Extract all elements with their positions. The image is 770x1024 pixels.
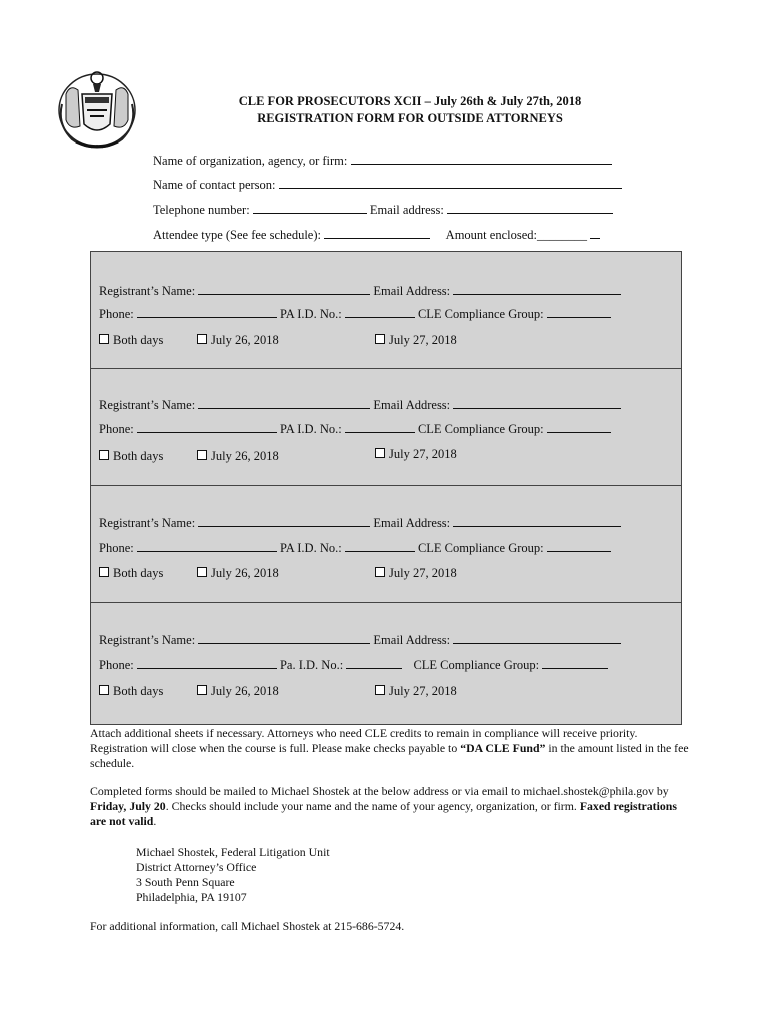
registrant-box <box>91 369 681 486</box>
checkbox[interactable] <box>99 450 109 460</box>
option-july-27[interactable]: July 27, 2018 <box>375 566 457 581</box>
checkbox[interactable] <box>375 334 385 344</box>
option-july-27[interactable]: July 27, 2018 <box>375 447 457 462</box>
registrant-name-row[interactable]: Registrant’s Name: Email Address: <box>99 631 621 648</box>
telephone-email-fields[interactable]: Telephone number: Email address: <box>153 201 613 218</box>
registrant-phone-row[interactable]: Phone: PA I.D. No.: CLE Compliance Group: <box>99 539 611 556</box>
option-both-days[interactable]: Both days <box>99 449 163 464</box>
checkbox[interactable] <box>375 567 385 577</box>
attendee-amount-fields[interactable]: Attendee type (See fee schedule): Amount enclosed:________ <box>153 226 600 243</box>
registrant-box <box>91 252 681 369</box>
registrant-box <box>91 486 681 603</box>
checkbox[interactable] <box>99 334 109 344</box>
form-title: CLE FOR PROSECUTORS XCII – July 26th & July 27th, 2018 <box>238 94 582 108</box>
checkbox[interactable] <box>197 567 207 577</box>
contact-footer: For additional information, call Michael Shostek at 215-686-5724. <box>90 919 405 933</box>
registrant-box <box>91 603 681 723</box>
form-subtitle: REGISTRATION FORM FOR OUTSIDE ATTORNEYS <box>257 111 563 125</box>
option-both-days[interactable]: Both days <box>99 566 163 581</box>
option-july-26[interactable]: July 26, 2018 <box>197 333 279 348</box>
checkbox[interactable] <box>375 685 385 695</box>
registrant-name-row[interactable]: Registrant’s Name: Email Address: <box>99 282 621 299</box>
checkbox[interactable] <box>99 567 109 577</box>
option-july-26[interactable]: July 26, 2018 <box>197 566 279 581</box>
checkbox[interactable] <box>197 334 207 344</box>
registrant-name-row[interactable]: Registrant’s Name: Email Address: <box>99 396 621 413</box>
registrant-phone-row[interactable]: Phone: Pa. I.D. No.: CLE Compliance Group: <box>99 656 608 673</box>
option-july-26[interactable]: July 26, 2018 <box>197 449 279 464</box>
instructions-paragraph: Attach additional sheets if necessary. Attorneys who need CLE credits to remain in compliance will receive priority. Registration will close when the course is full. Please make checks payable to “DA CLE Fund” in the amount listed in the fee schedule. <box>90 726 689 770</box>
registrant-phone-row[interactable]: Phone: PA I.D. No.: CLE Compliance Group: <box>99 305 611 322</box>
mailing-paragraph: Completed forms should be mailed to Michael Shostek at the below address or via email to michael.shostek@phila.gov by Friday, July 20. Checks should include your name and the name of your agency, organization, or firm. Faxed registrations are not valid. <box>90 784 677 828</box>
registrant-phone-row[interactable]: Phone: PA I.D. No.: CLE Compliance Group: <box>99 420 611 437</box>
mailing-address: Michael Shostek, Federal Litigation Unit District Attorney’s Office 3 South Penn Square Philadelphia, PA 19107 <box>136 845 330 904</box>
city-seal-logo <box>52 64 142 152</box>
checkbox[interactable] <box>197 685 207 695</box>
option-july-27[interactable]: July 27, 2018 <box>375 684 457 699</box>
option-both-days[interactable]: Both days <box>99 684 163 699</box>
option-july-27[interactable]: July 27, 2018 <box>375 333 457 348</box>
option-both-days[interactable]: Both days <box>99 333 163 348</box>
checkbox[interactable] <box>99 685 109 695</box>
option-july-26[interactable]: July 26, 2018 <box>197 684 279 699</box>
checkbox[interactable] <box>375 448 385 458</box>
organization-field[interactable]: Name of organization, agency, or firm: <box>153 152 612 169</box>
checkbox[interactable] <box>197 450 207 460</box>
registrant-name-row[interactable]: Registrant’s Name: Email Address: <box>99 514 621 531</box>
contact-person-field[interactable]: Name of contact person: <box>153 176 622 193</box>
registrant-grid <box>90 251 682 725</box>
